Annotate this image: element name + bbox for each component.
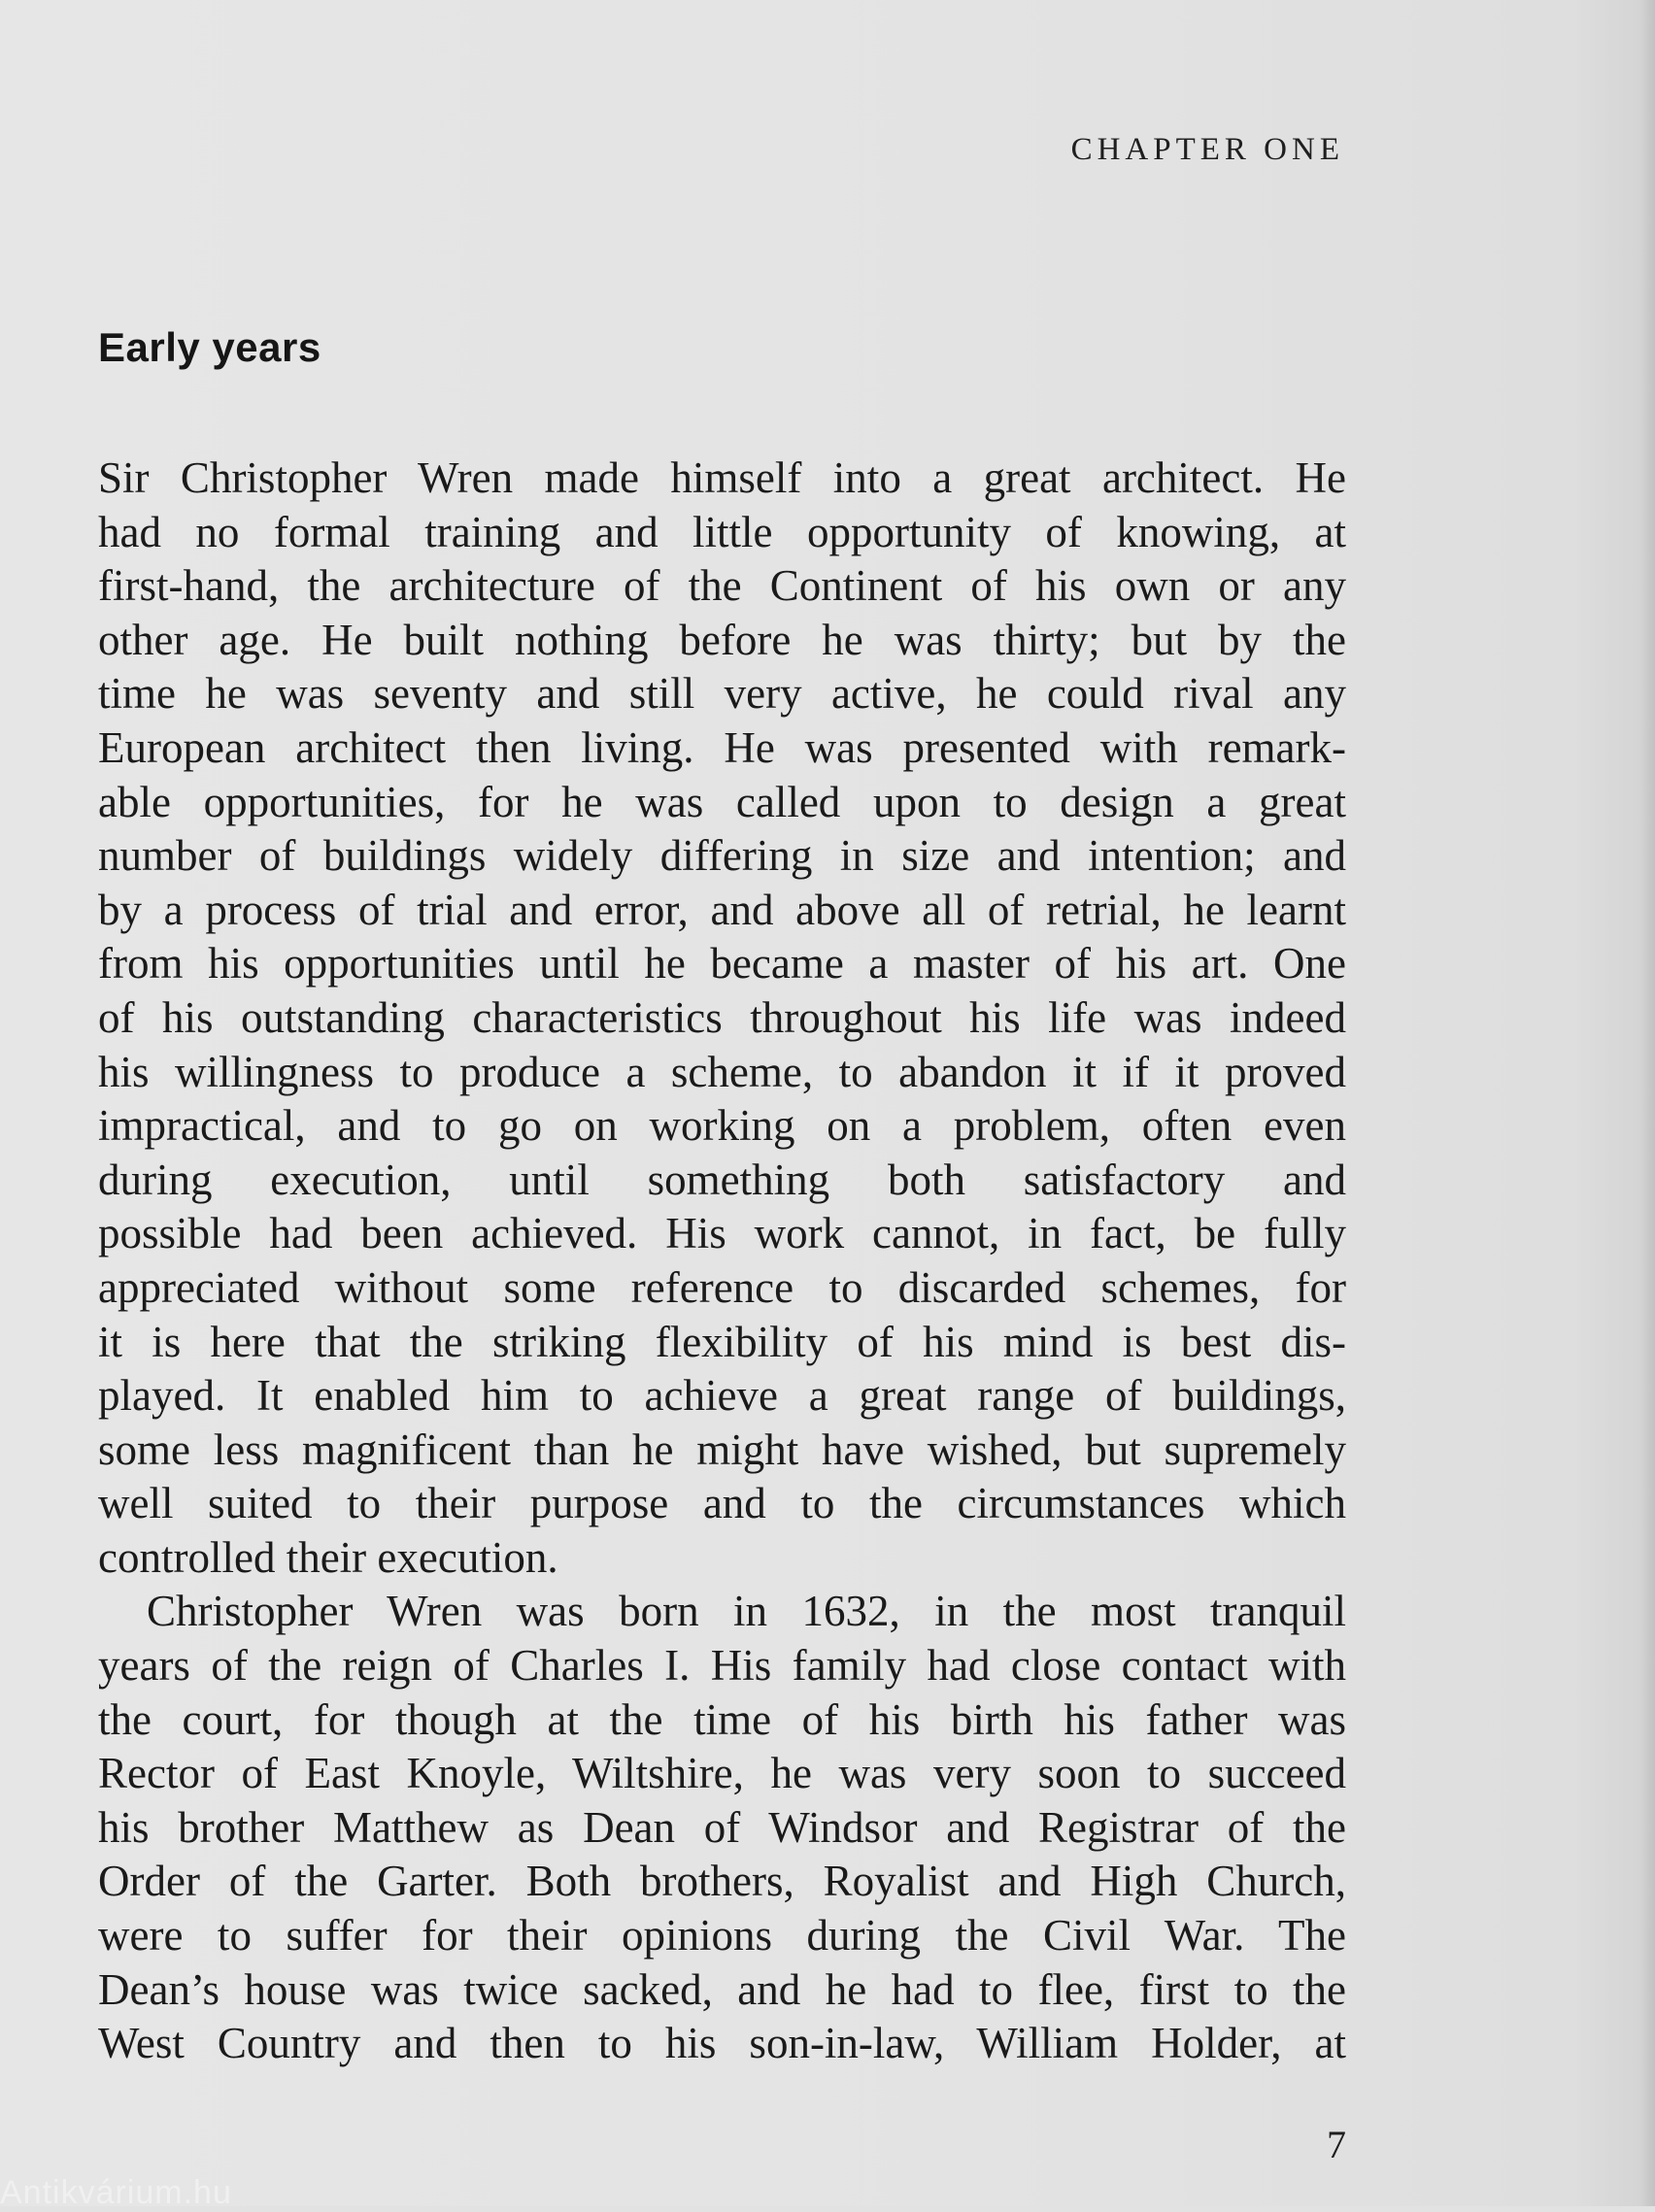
text-line: able opportunities, for he was called upon to design a great xyxy=(98,777,1346,826)
text-line: appreciated without some reference to discarded schemes, for xyxy=(98,1262,1346,1312)
text-line: of his outstanding characteristics throughout his life was indeed xyxy=(98,992,1346,1042)
text-line: during execution, until something both satisfactory and xyxy=(98,1155,1346,1204)
text-line: West Country and then to his son-in-law, William Holder, at xyxy=(98,2019,1346,2068)
text-line: his willingness to produce a scheme, to abandon it if it proved xyxy=(98,1047,1346,1096)
text-line: well suited to their purpose and to the circumstances which xyxy=(98,1479,1346,1528)
paragraph-2 xyxy=(98,1585,1346,2070)
text-line: impractical, and to go on working on a problem, often even xyxy=(98,1101,1346,1151)
text-line: European architect then living. He was presented with remark- xyxy=(98,722,1346,772)
text-line: first-hand, the architecture of the Continent of his own or any xyxy=(98,561,1346,611)
text-line: his brother Matthew as Dean of Windsor and Registrar of the xyxy=(98,1802,1346,1852)
text-line: time he was seventy and still very active, he could rival any xyxy=(98,669,1346,719)
page-edge-shadow xyxy=(1639,0,1655,2206)
text-line: Sir Christopher Wren made himself into a great architect. He xyxy=(98,453,1346,502)
page-number: 7 xyxy=(1327,2123,1346,2166)
text-line: Christopher Wren was born in 1632, in the most tranquil xyxy=(147,1587,1346,1636)
text-line: other age. He built nothing before he was thirty; but by the xyxy=(98,615,1346,664)
text-line: years of the reign of Charles I. His family had close contact with xyxy=(98,1641,1346,1691)
text-line: Dean’s house was twice sacked, and he had to flee, first to the xyxy=(98,1964,1346,2014)
paragraph-1 xyxy=(98,452,1346,1585)
text-line: from his opportunities until he became a master of his art. One xyxy=(98,939,1346,989)
text-line: were to suffer for their opinions during the Civil War. The xyxy=(98,1911,1346,1961)
text-line: possible had been achieved. His work cannot, in fact, be fully xyxy=(98,1209,1346,1258)
section-title: Early years xyxy=(98,324,321,370)
watermark: Antikvárium.hu xyxy=(0,2174,232,2211)
text-line: the court, for though at the time of his birth his father was xyxy=(98,1694,1346,1744)
text-line: number of buildings widely differing in size and intention; and xyxy=(98,831,1346,881)
text-line: Order of the Garter. Both brothers, Royalist and High Church, xyxy=(98,1857,1346,1906)
text-line: played. It enabled him to achieve a great range of buildings, xyxy=(98,1371,1346,1421)
text-line: by a process of trial and error, and above all of retrial, he learnt xyxy=(98,885,1346,934)
text-line: it is here that the striking flexibility of his mind is best dis- xyxy=(98,1317,1346,1366)
text-line: some less magnificent than he might have wished, but supremely xyxy=(98,1424,1346,1474)
text-line: Rector of East Knoyle, Wiltshire, he was very soon to succeed xyxy=(98,1749,1346,1798)
chapter-label: CHAPTER ONE xyxy=(1070,132,1344,167)
text-line: controlled their execution. xyxy=(98,1532,558,1582)
body-text xyxy=(98,452,1346,2071)
text-line: had no formal training and little opportunity of knowing, at xyxy=(98,507,1346,556)
